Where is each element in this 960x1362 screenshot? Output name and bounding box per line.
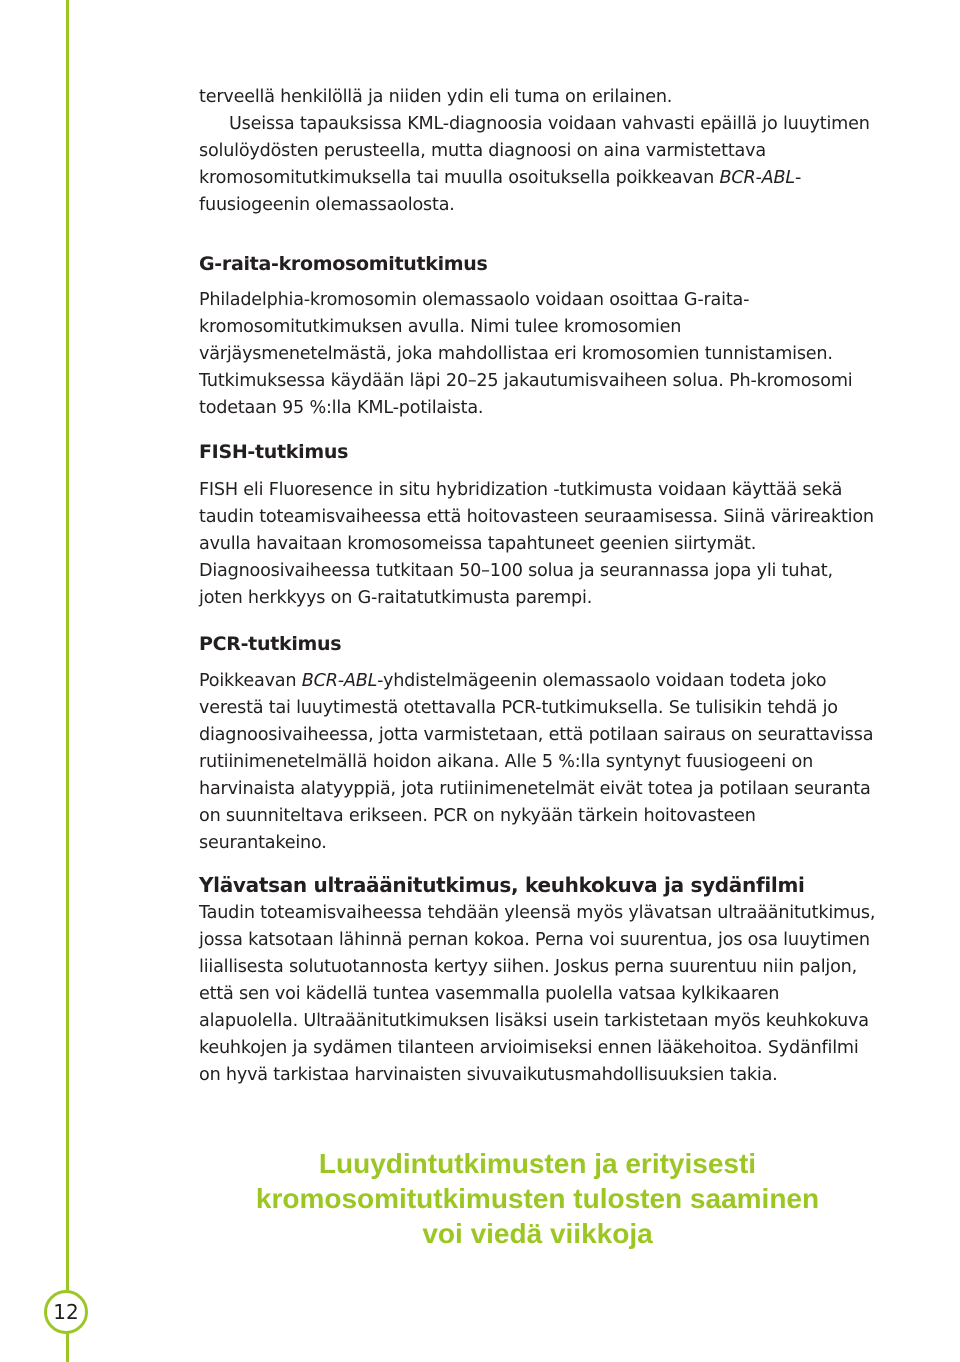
pullquote — [180, 1146, 895, 1251]
ultrasound-section — [199, 872, 879, 1089]
pcr-heading: PCR-tutkimus — [199, 633, 342, 655]
g-band-heading: G-raita-kromosomitutkimus — [199, 253, 488, 275]
pullquote-line-2: kromosomitutkimusten tulosten saaminen — [255, 1183, 820, 1214]
main-text — [199, 84, 879, 1089]
fish-heading: FISH-tutkimus — [199, 441, 349, 463]
pcr-text-b: -yhdistelmägeenin olemassaolo voidaan todeta joko verestä tai luuytimestä otettavalla PCR-tutkimuksella. Se tulisikin tehdä jo diagnoosivaiheessa, jotta varmistetaan, että potilaan sairaus on seurattavissa rutiinimenetelmällä hoidon aikana. Alle 5 %:lla syntynyt fuusiogeeni on harvinaista alatyyppiä, jota rutiinimenetelmät eivät totea ja potilaan seuranta on suunniteltava erikseen. PCR on nykyään tärkein hoitovasteen seurantakeino. — [199, 671, 874, 853]
pcr-text-a: Poikkeavan — [199, 671, 302, 691]
pcr-body — [199, 668, 879, 857]
pullquote-line-1: Luuydintutkimusten ja erityisesti — [318, 1148, 757, 1179]
g-band-body: Philadelphia-kromosomin olemassaolo voidaan osoittaa G-raita-kromosomitutkimuksen avulla. Nimi tulee kromosomien värjäysmenetelmästä, joka mahdollistaa eri kromosomien tunnistamisen. Tutkimuksessa käydään läpi 20–25 jakautumisvaiheen solua. Ph-kromosomi todetaan 95 %:lla KML-potilaista. — [199, 290, 853, 418]
page-number-badge — [44, 1290, 88, 1334]
pullquote-line-3: voi viedä viikkoja — [422, 1218, 653, 1249]
pcr-section — [199, 631, 879, 857]
intro-gene-name: BCR-ABL — [719, 168, 795, 188]
ultrasound-body: Taudin toteamisvaiheessa tehdään yleensä myös ylävatsan ultraäänitutkimus, jossa katsotaan lähinnä pernan kokoa. Perna voi suurentua, jos osa luuytimen liiallisesta solutuotannosta kertyy siihen. Joskus perna suurentuu niin paljon, että sen voi kädellä tuntea vasemmalla puolella vatsaa kylkikaaren alapuolella. Ultraäänitutkimuksen lisäksi usein tarkistetaan myös keuhkokuva keuhkojen ja sydämen tilanteen arvioimiseksi ennen lääkehoitoa. Sydänfilmi on hyvä tarkistaa harvinaisten sivuvaikutusmahdollisuuksien takia. — [199, 903, 876, 1085]
ultrasound-heading: Ylävatsan ultraäänitutkimus, keuhkokuva ja sydänfilmi — [199, 873, 805, 897]
page-number: 12 — [53, 1300, 79, 1324]
intro-text-a: Useissa tapauksissa KML-diagnoosia voidaan vahvasti epäillä jo luuytimen solulöydösten perusteella, mutta diagnoosi on aina varmistettava kromosomitutkimuksella tai muulla osoituksella poikkeavan — [199, 114, 870, 188]
pcr-gene-name: BCR-ABL — [301, 671, 378, 691]
g-band-section — [199, 251, 879, 422]
fish-section — [199, 439, 879, 612]
intro-line: terveellä henkilöllä ja niiden ydin eli tuma on erilainen. — [199, 87, 673, 107]
fish-body: FISH eli Fluoresence in situ hybridization -tutkimusta voidaan käyttää sekä taudin toteamisvaiheessa että hoitovasteen seuraamisessa. Siinä värireaktion avulla havaitaan kromosomeissa tapahtuneet geenien siirtymät. Diagnoosivaiheessa tutkitaan 50–100 solua ja seurannassa jopa yli tuhat, joten herkkyys on G-raitatutkimusta parempi. — [199, 480, 874, 608]
margin-rule — [66, 0, 69, 1362]
intro-paragraph — [199, 111, 879, 219]
intro-text-b: -fuusiogeenin olemassaolosta. — [199, 168, 802, 215]
